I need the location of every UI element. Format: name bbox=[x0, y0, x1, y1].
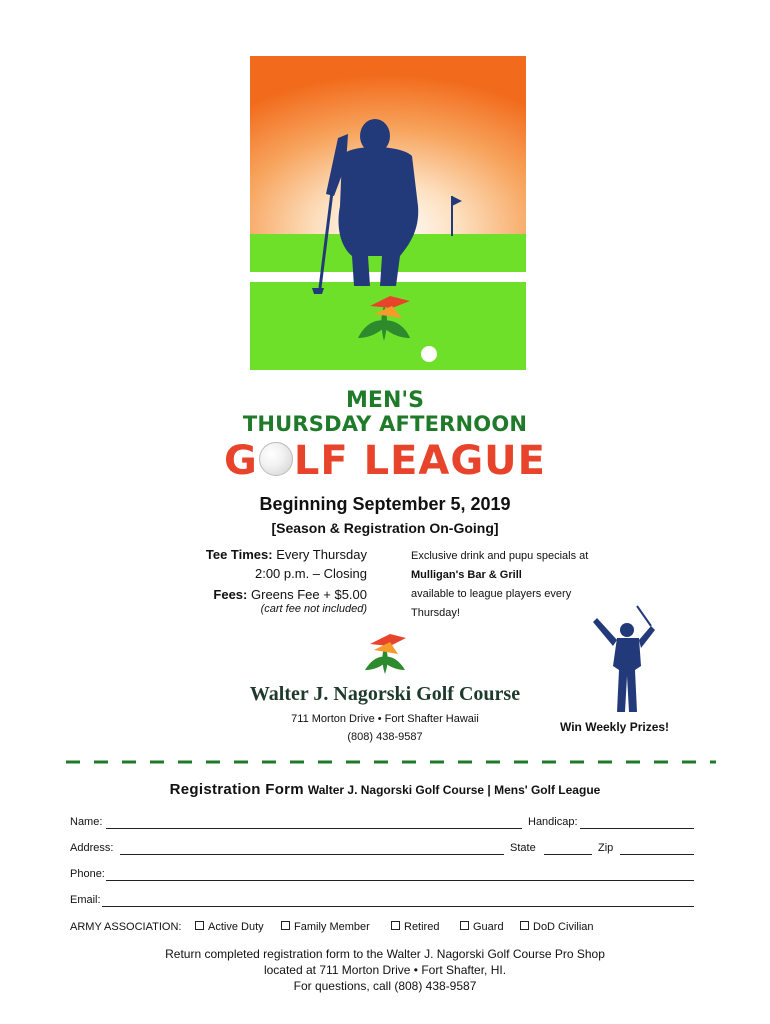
checkbox-icon bbox=[460, 921, 469, 930]
option-label: Guard bbox=[473, 921, 504, 933]
golf-ball-o-icon bbox=[259, 442, 293, 476]
title-golf-g: G bbox=[224, 438, 258, 484]
course-address: 711 Morton Drive • Fort Shafter Hawaii bbox=[291, 713, 479, 725]
option-dod-civilian[interactable] bbox=[520, 921, 594, 933]
specials-line3: available to league players every bbox=[411, 588, 572, 600]
return-line2: located at 711 Morton Drive • Fort Shafter, HI. bbox=[263, 963, 507, 977]
option-retired[interactable] bbox=[391, 921, 439, 933]
option-active-duty[interactable] bbox=[195, 921, 264, 933]
title-golf-league bbox=[0, 438, 770, 484]
checkbox-icon bbox=[391, 921, 400, 930]
tee-time-range: 2:00 p.m. – Closing bbox=[254, 566, 367, 581]
option-label: Retired bbox=[404, 921, 440, 933]
win-prizes: Win Weekly Prizes! bbox=[560, 720, 670, 734]
specials-bar-name: Mulligan's Bar & Grill bbox=[411, 569, 522, 581]
email-field[interactable] bbox=[102, 906, 694, 907]
address-label: Address: bbox=[70, 842, 114, 854]
handicap-label: Handicap: bbox=[528, 816, 578, 828]
zip-label: Zip bbox=[598, 842, 614, 854]
title-mens: MEN'S bbox=[346, 388, 424, 413]
checkbox-icon bbox=[520, 921, 529, 930]
name-field[interactable] bbox=[106, 828, 522, 829]
specials-line4: Thursday! bbox=[411, 607, 460, 619]
registration-title: Registration Form bbox=[169, 781, 304, 798]
cut-line-divider bbox=[66, 760, 716, 764]
phone-field[interactable] bbox=[106, 880, 694, 881]
option-label: Family Member bbox=[294, 921, 370, 933]
option-guard[interactable] bbox=[460, 921, 504, 933]
option-label: Active Duty bbox=[208, 921, 264, 933]
beginning-date: Beginning September 5, 2019 bbox=[259, 494, 511, 514]
state-field[interactable] bbox=[544, 854, 592, 855]
fees-value: Greens Fee + $5.00 bbox=[251, 587, 367, 602]
course-flower-logo-icon bbox=[360, 630, 410, 680]
return-line3: For questions, call (808) 438-9587 bbox=[293, 979, 477, 993]
phone-label: Phone: bbox=[70, 868, 105, 880]
tee-times bbox=[150, 547, 367, 562]
fees bbox=[150, 587, 367, 602]
registration-heading bbox=[0, 781, 770, 798]
tee-value: Every Thursday bbox=[276, 547, 367, 562]
fees-note: (cart fee not included) bbox=[260, 603, 367, 615]
title-thursday-afternoon: THURSDAY AFTERNOON bbox=[242, 412, 528, 436]
tee-label: Tee Times: bbox=[205, 547, 273, 562]
email-label: Email: bbox=[70, 894, 101, 906]
address-field[interactable] bbox=[120, 854, 504, 855]
checkbox-icon bbox=[281, 921, 290, 930]
return-instructions bbox=[0, 946, 770, 994]
golf-ball-icon bbox=[421, 346, 437, 362]
return-line1: Return completed registration form to the Walter J. Nagorski Golf Course Pro Shop bbox=[165, 947, 605, 961]
title-golf-rest: LF LEAGUE bbox=[293, 438, 546, 484]
course-phone: (808) 438-9587 bbox=[347, 731, 423, 743]
checkbox-icon bbox=[195, 921, 204, 930]
specials-line1: Exclusive drink and pupu specials at bbox=[411, 550, 589, 562]
option-family-member[interactable] bbox=[281, 921, 370, 933]
name-label: Name: bbox=[70, 816, 103, 828]
zip-field[interactable] bbox=[620, 854, 694, 855]
season-note: [Season & Registration On-Going] bbox=[271, 520, 499, 536]
hero-illustration bbox=[250, 56, 526, 370]
fees-label: Fees: bbox=[213, 587, 248, 602]
registration-subtitle: Walter J. Nagorski Golf Course | Mens' Golf League bbox=[307, 783, 601, 797]
course-name: Walter J. Nagorski Golf Course bbox=[249, 683, 521, 705]
option-label: DoD Civilian bbox=[533, 921, 594, 933]
state-label: State bbox=[510, 842, 536, 854]
handicap-field[interactable] bbox=[580, 828, 694, 829]
army-association-label: ARMY ASSOCIATION: bbox=[70, 921, 182, 933]
